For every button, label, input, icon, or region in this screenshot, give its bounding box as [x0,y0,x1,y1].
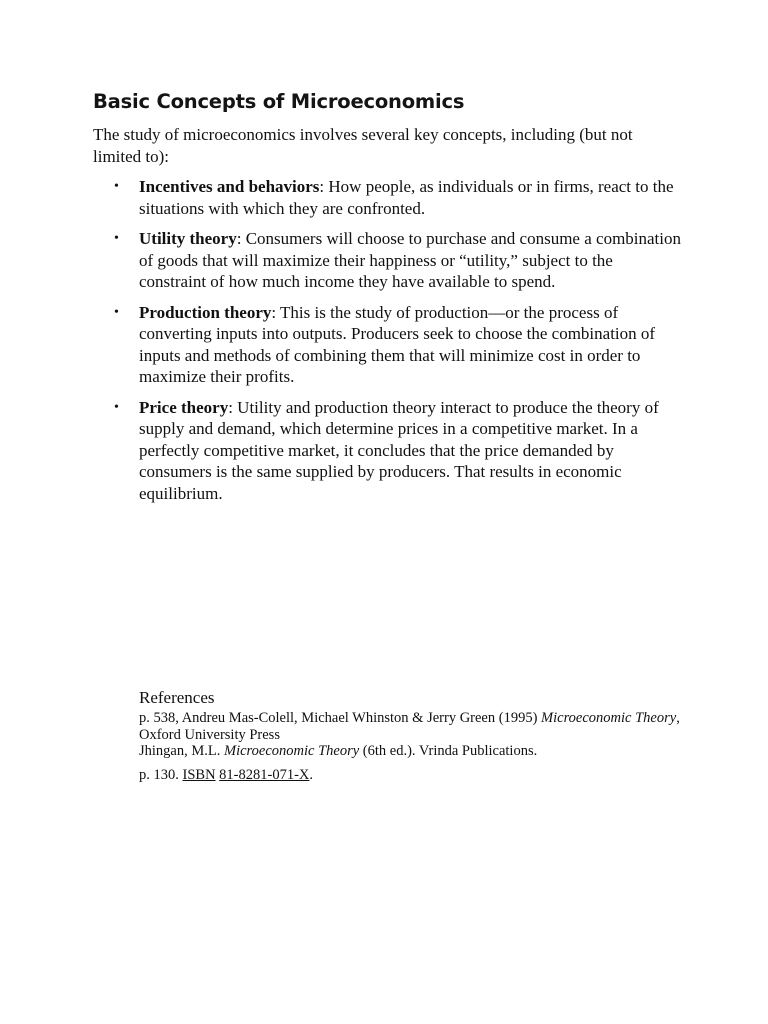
concept-description: : Consumers will choose to purchase and consume a combination of goods that will maximize their happiness or “utility,” subject to the constraint of how much income they have available to spend. [139,229,682,291]
reference-entry [139,710,699,743]
concept-term: Incentives and behaviors [139,177,320,196]
reference-text: (6th ed.). Vrinda Publications. [359,743,538,759]
concept-description: : How people, as individuals or in firms, react to the situations with which they are confronted. [139,177,674,218]
reference-book-title: Microeconomic Theory [541,710,677,726]
page-title: Basic Concepts of Microeconomics [93,90,465,113]
bullet-icon: • [114,179,119,194]
bullet-icon: • [114,304,119,320]
intro-paragraph: The study of microeconomics involves several key concepts, including (but not limited to): [93,125,633,166]
references-heading: References [139,688,215,707]
list-item-incentives [93,176,683,219]
reference-entry [139,743,699,760]
bullet-icon: • [114,231,119,246]
list-item-utility [93,228,683,293]
reference-text: p. 538, Andreu Mas-Colell, Michael Whinston & Jerry Green (1995) [139,710,542,726]
reference-text: Jhingan, M.L. [139,743,224,759]
list-item-price [93,397,683,505]
concept-term: Production theory [139,302,272,322]
reference-text: p. 130. [139,766,183,783]
concept-description: : This is the study of production—or the process of converting inputs into outputs. Producers seek to choose the combination of inputs and methods of combining them that will minimize cost in order to maximize their profits. [139,302,656,386]
concept-term: Price theory [139,397,229,417]
bullet-icon: • [114,399,119,415]
concept-description: : Utility and production theory interact to produce the theory of supply and demand, which determine prices in a competitive market. In a perfectly competitive market, it concludes that the price demanded by consumers is the same supplied by producers. That results in economic equilibrium. [139,397,659,503]
reference-text: . [309,766,314,783]
references-section [139,687,699,783]
concept-list [93,176,683,513]
concept-term: Utility theory [139,229,237,248]
isbn-number-link[interactable]: 81-8281-071-X [219,766,310,783]
isbn-link[interactable]: ISBN [182,766,216,783]
reference-book-title: Microeconomic Theory [223,743,360,759]
reference-entry [139,767,699,784]
list-item-production [93,302,683,388]
reference-text: , Oxford University Press [139,710,680,743]
